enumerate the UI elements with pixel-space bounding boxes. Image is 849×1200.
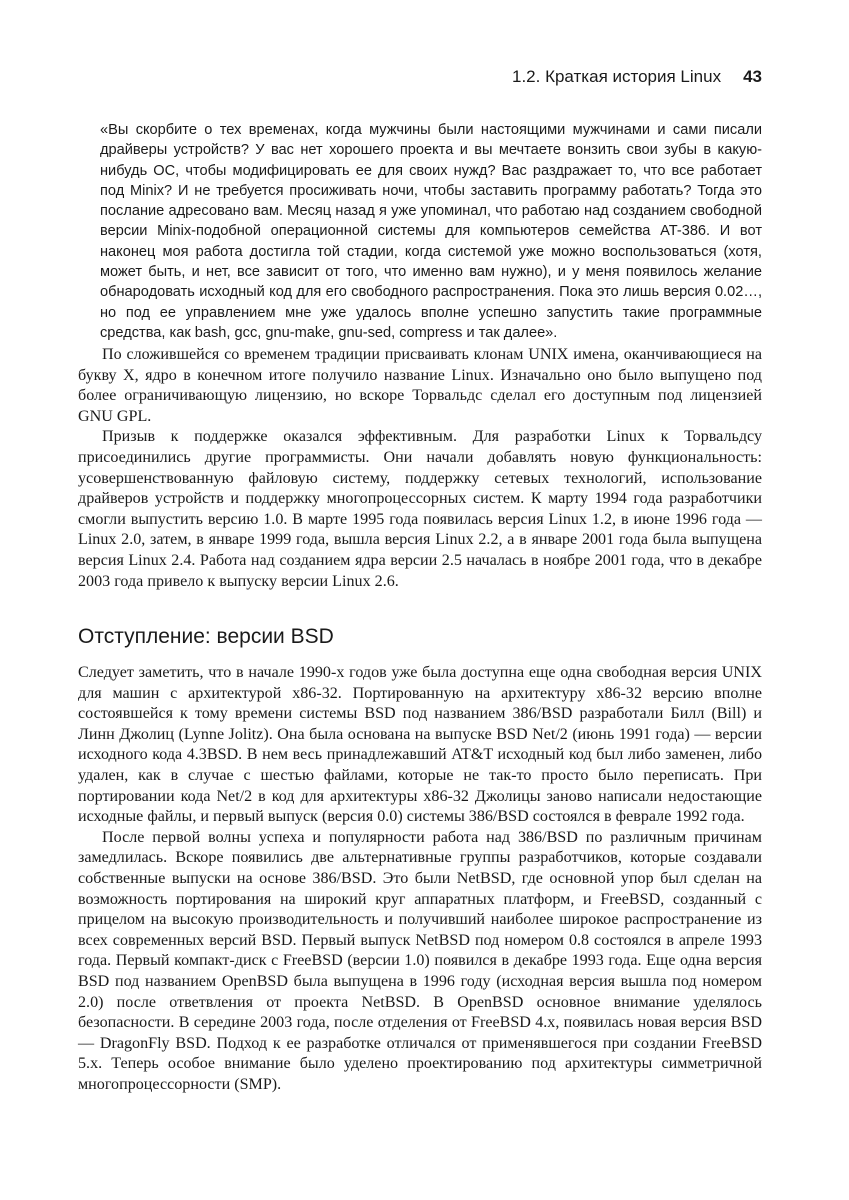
linux-history-text: [78, 345, 762, 592]
paragraph-386bsd: Следует заметить, что в начале 1990-х годов уже была доступна еще одна свободная версия UNIX для машин с архитектурой x86-32. Портированную на архитектуру x86-32 версию вполне состоявшейся к тому времени системы BSD под названием 386/BSD разработали Билл (Bill) и Линн Джолиц (Lynne Jolitz). Она была основана на выпуске BSD Net/2 (июнь 1991 года) — версии исходного кода 4.3BSD. В нем весь принадлежавший AT&T исходный код был либо заменен, либо удален, как в случае с шестью файлами, которые не так-то просто было переписать. При портировании кода Net/2 в код для архитектуры x86-32 Джолицы заново написали недостающие исходные файлы, и первый выпуск (версия 0.0) системы 386/BSD состоялся в феврале 1992 года.: [78, 664, 762, 826]
running-header: [512, 66, 762, 88]
paragraph-linux-versions: Призыв к поддержке оказался эффективным. Для разработки Linux к Торвальдсу присоединились другие программисты. Они начали добавлять новую функциональность: усовершенствованную файловую систему, поддержку сетевых технологий, использование драйверов устройств и поддержку многопроцессорных систем. К марту 1994 года разработчики смогли выпустить версию 1.0. В марте 1995 года появилась версия Linux 1.2, в июне 1996 года — Linux 2.0, затем, в январе 1999 года, вышла версия Linux 2.2, а в январе 2001 года была выпущена версия Linux 2.4. Работа над созданием ядра версии 2.5 началась в ноябре 2001 года, что в декабре 2003 года привело к выпуску версии Linux 2.6.: [78, 428, 762, 590]
paragraph-bsd-forks: После первой волны успеха и популярности работа над 386/BSD по различным причинам замедлилась. Вскоре появились две альтернативные группы разработчиков, которые создавали собственные выпуски на основе 386/BSD. Это были NetBSD, где основной упор был сделан на возможность портирования на широкий круг аппаратных платформ, и FreeBSD, созданный с прицелом на высокую производительность и получивший наиболее широкое распространение из всех современных версий BSD. Первый выпуск NetBSD под номером 0.8 состоялся в апреле 1993 года. Первый компакт-диск с FreeBSD (версии 1.0) появился в декабре 1993 года. Еще одна версия BSD под названием OpenBSD была выпущена в 1996 году (исходная версия вышла под номером 2.0) после ответвления от проекта NetBSD. В OpenBSD основное внимание уделялось безопасности. В середине 2003 года, после отделения от FreeBSD 4.x, появилась новая версия BSD — DragonFly BSD. Подход к ее разработке отличался от применявшегося при создании FreeBSD 5.x. Теперь особое внимание было уделено проектированию под архитектуры симметричной многопроцессорности (SMP).: [78, 828, 762, 1093]
section-heading-bsd: Отступление: версии BSD: [78, 625, 334, 648]
running-header-section-title: 1.2. Краткая история Linux: [512, 67, 722, 86]
page-number: 43: [743, 67, 762, 86]
bsd-history-text: [78, 663, 762, 1095]
book-page: [78, 0, 762, 1200]
torvalds-quote: «Вы скорбите о тех временах, когда мужчины были настоящими мужчинами и сами писали драйверы устройств? У вас нет хорошего проекта и вы мечтаете вонзить свои зубы в какую-нибудь ОС, чтобы модифицировать ее для своих нужд? Вас раздражает то, что все работает под Minix? И не требуется просиживать ночи, чтобы заставить программу работать? Тогда это послание адресовано вам. Месяц назад я уже упоминал, что работаю над созданием свободной версии Minix-подобной операционной системы для компьютеров семейства AT-386. И вот наконец моя работа достигла той стадии, когда системой уже можно воспользоваться (хотя, может быть, и нет, все зависит от того, что именно вам нужно), и у меня появилось желание обнародовать исходный код для его свободного распространения. Пока это лишь версия 0.02…, но под ее управлением мне уже удалось вполне успешно запустить такие программные средства, как bash, gcc, gnu-make, gnu-sed, compress и так далее».: [100, 122, 762, 341]
paragraph-linux-name: По сложившейся со временем традиции присваивать клонам UNIX имена, оканчивающиеся на букву X, ядро в конечном итоге получило название Linux. Изначально оно было выпущено под более ограничивающую лицензию, но вскоре Торвальдс сделал его доступным под лицензией GNU GPL.: [78, 346, 762, 425]
